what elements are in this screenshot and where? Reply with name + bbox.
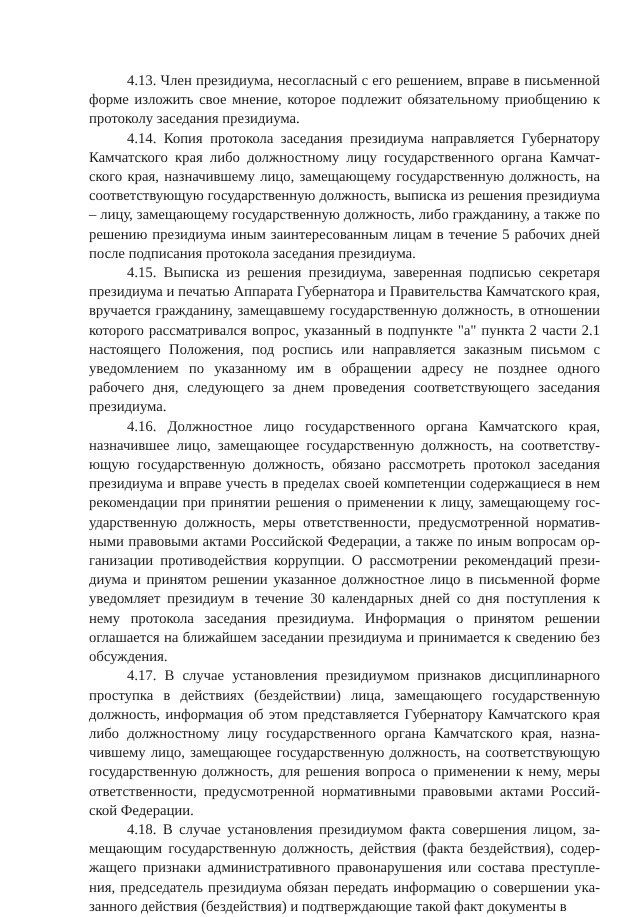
paragraph-text: Должностное лицо государственного органа Камчатского края, назначившее лицо, замещающее государственную должность, на соответствующую государственную должность, обязано рассмотреть протокол заседания президиума и вправе учесть в пределах своей компетенции содержащиеся в нем рекомендации при принятии решения о применении к лицу, замещающему государственную должность, меры ответственности, предусмотренной нормативными правовыми актами Российской Федерации, а также по иным вопросам организации противодействия коррупции. О рассмотрении рекомендаций президиума и принятом решении указанное должностное лицо в письменной форме уведомляет президиум в течение 30 календарных дней со дня поступления к нему протокола заседания президиума. Информация о принятом решении оглашается на ближайшем заседании президиума и принимается к сведению без обсуждения. (89, 418, 600, 666)
paragraph-number: 4.15. (127, 265, 157, 282)
paragraph-number: 4.16. (127, 418, 157, 435)
paragraph-4-16 (89, 418, 600, 668)
paragraph-text: В случае установления президиумом факта совершения лицом, замещающим государственную должность, действия (факта бездействия), содержащего признаки административного правонарушения или состава преступления, председатель президиума обязан передать информацию о совершении указанного действия (бездействия) и подтверждающие такой факт документы в (89, 821, 600, 915)
paragraph-number: 4.18. (127, 821, 157, 838)
paragraph-number: 4.13. (127, 73, 157, 89)
paragraph-text: Копия протокола заседания президиума направляется Губернатору Камчатского края либо должностному лицу государственного органа Камчатского края, назначившему лицо, замещающему государственную должность, на соответствующую государственную должность, выписка из решения президиума – лицу, замещающему государственную должность, либо гражданину, а также по решению президиума иным заинтересованным лицам в течение 5 рабочих дней после подписания протокола заседания президиума. (89, 130, 600, 262)
paragraph-number: 4.17. (127, 668, 157, 685)
paragraph-text: Выписка из решения президиума, заверенная подписью секретаря президиума и печатью Аппарата Губернатора и Правительства Камчатского края, вручается гражданину, замещавшему государственную должность, в отношении которого рассматривался вопрос, указанный в подпункте "а" пункта 2 части 2.1 настоящего Положения, под роспись или направляется заказным письмом с уведомлением по указанному им в обращении адресу не позднее одного рабочего дня, следующего за днем проведения соответствующего заседания президиума. (89, 265, 601, 416)
paragraph-text: Член президиума, несогласный с его решением, вправе в письменной форме изложить свое мнение, которое подлежит обязательному приобщению к протоколу заседания президиума. (89, 73, 600, 128)
paragraph-4-14 (89, 130, 600, 264)
paragraph-number: 4.14. (127, 130, 157, 147)
document-body (89, 72, 600, 917)
paragraph-4-17 (89, 667, 600, 821)
paragraph-4-13 (89, 72, 600, 130)
paragraph-4-15 (89, 264, 600, 418)
paragraph-4-18 (89, 821, 600, 917)
paragraph-text: В случае установления президиумом признаков дисциплинарного проступка в действиях (бездействии) лица, замещающего государственную должность, информация об этом представляется Губернатору Камчатского края либо должностному лицу государственного органа Камчатского края, назначившему лицо, замещающее государственную должность, на соответствующую государственную должность, для решения вопроса о применении к нему, меры ответственности, предусмотренной нормативными правовыми актами Российской Федерации. (89, 668, 601, 819)
